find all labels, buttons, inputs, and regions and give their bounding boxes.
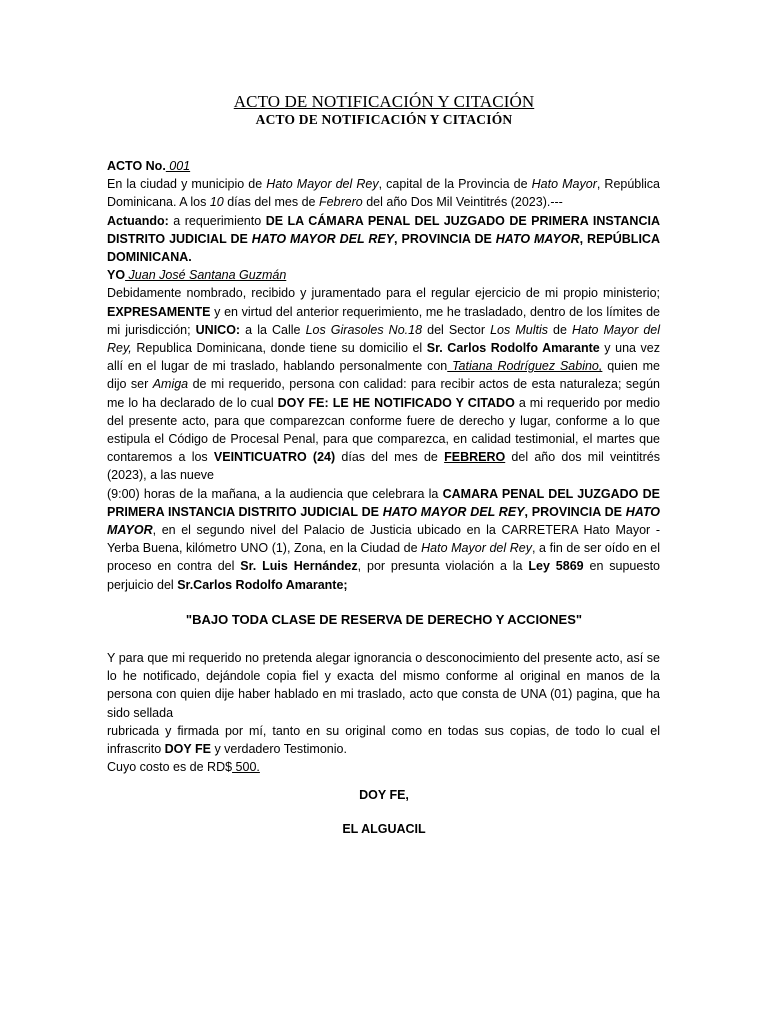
closing-section [107, 649, 660, 776]
paragraph-notificacion: Debidamente nombrado, recibido y juramentado para el regular ejercicio de mi propio ministerio; EXPRESAMENTE y en virtud del anterior requerimiento, me he trasladado, dentro de los límites de mi jurisdicción; UNICO: a la Calle Los Girasoles No.18 del Sector Los Multis de Hato Mayor del Rey, Republica Dominicana, donde tiene su domicilio el Sr. Carlos Rodolfo Amarante y una vez allí en el lugar de mi traslado, hablando personalmente con Tatiana Rodríguez Sabino, quien me dijo ser Amiga de mi requerido, persona con calidad: para recibir actos de esta naturaleza; según me lo ha declarado de lo cual DOY FE: LE HE NOTIFICADO Y CITADO a mi requerido por medio del presente acto, para que comparezcan conforme fuere de derecho y lugar, conforme a lo que estipula el Código de Procesal Penal, para que comparezca, en calidad testimonial, el martes que contaremos a los VEINTICUATRO (24) días del mes de FEBRERO del año dos mil veintitrés (2023), a las nueve [107, 286, 660, 483]
acto-number-line [107, 157, 660, 175]
paragraph-actuando: Actuando: a requerimiento DE LA CÁMARA PENAL DEL JUZGADO DE PRIMERA INSTANCIA DISTRITO JUDICIAL DE HATO MAYOR DEL REY, PROVINCIA DE HATO MAYOR, REPÚBLICA DOMINICANA. [107, 213, 660, 265]
paragraph-ignorancia: Y para que mi requerido no pretenda alegar ignorancia o desconocimiento del presente acto, así se lo he notificado, dejándole copia fiel y exacta del mismo conforme al original en manos de la persona con quien dije haber hablado en mi traslado, acto que consta de UNA (01) pagina, que ha sido sellada [107, 651, 660, 720]
acto-number: 001 [165, 159, 191, 173]
paragraph-yo: YO Juan José Santana Guzmán [107, 268, 287, 283]
document-subtitle: ACTO DE NOTIFICACIÓN Y CITACIÓN [255, 112, 513, 127]
paragraph-location-date: En la ciudad y municipio de Hato Mayor del Rey, capital de la Provincia de Hato Mayor, República Dominicana. A los 10 días del mes de Febrero del año Dos Mil Veintitrés (2023).--- [107, 177, 661, 210]
document-title: ACTO DE NOTIFICACIÓN Y CITACIÓN [233, 92, 535, 111]
doy-fe-signature: DOY FE, [359, 788, 409, 802]
reserva-heading: "BAJO TODA CLASE DE RESERVA DE DERECHO Y ACCIONES" [185, 612, 583, 627]
alguacil-signature: EL ALGUACIL [342, 822, 426, 836]
paragraph-audiencia: (9:00) horas de la mañana, a la audiencia que celebrara la CAMARA PENAL DEL JUZGADO DE PRIMERA INSTANCIA DISTRITO JUDICIAL DE HATO MAYOR DEL REY, PROVINCIA DE HATO MAYOR, en el segundo nivel del Palacio de Justicia ubicado en la CARRETERA Hato Mayor - Yerba Buena, kilómetro UNO (1), Zona, en la Ciudad de Hato Mayor del Rey, a fin de ser oído en el proceso en contra del Sr. Luis Hernández, por presunta violación a la Ley 5869 en supuesto perjuicio del Sr.Carlos Rodolfo Amarante; [107, 486, 661, 592]
paragraph-costo: Cuyo costo es de RD$ 500. [107, 760, 260, 775]
acto-label: ACTO No. [107, 159, 166, 173]
document-body [107, 157, 660, 594]
paragraph-rubricada: rubricada y firmada por mí, tanto en su original como en todas sus copias, de todo lo cual el infrascrito DOY FE y verdadero Testimonio. [107, 723, 660, 757]
